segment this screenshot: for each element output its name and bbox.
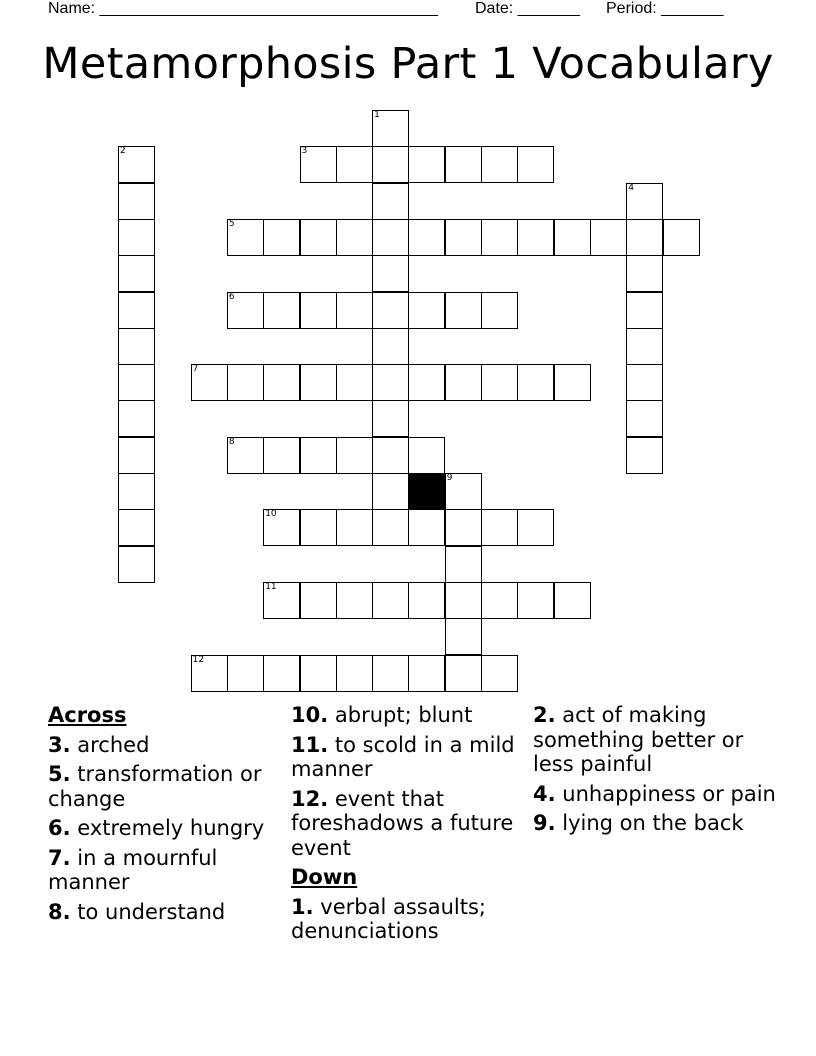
clue-text: arched: [70, 732, 150, 757]
clue-across-5: [48, 762, 280, 811]
down-heading: Down: [291, 865, 358, 889]
crossword-cell[interactable]: [336, 437, 373, 474]
clue-number: 6.: [48, 816, 71, 840]
crossword-cell[interactable]: [372, 255, 409, 292]
crossword-cell[interactable]: [227, 364, 264, 401]
clue-text: in a mournful manner: [48, 845, 218, 894]
crossword-cell[interactable]: [408, 146, 445, 183]
clue-across-12: [291, 787, 523, 861]
crossword-cell[interactable]: [445, 509, 482, 546]
crossword-cell[interactable]: [445, 219, 482, 256]
crossword-cell[interactable]: [481, 292, 518, 329]
crossword-cell[interactable]: [300, 437, 337, 474]
crossword-cell[interactable]: [445, 364, 482, 401]
crossword-cell[interactable]: [481, 655, 518, 692]
crossword-cell[interactable]: [336, 146, 373, 183]
crossword-cell[interactable]: [263, 219, 300, 256]
clue-down-9: [533, 811, 783, 836]
crossword-cell[interactable]: [626, 183, 663, 220]
clue-text: event that foreshadows a future event: [291, 786, 514, 860]
clue-across-10: [291, 703, 523, 728]
crossword-cell[interactable]: [300, 364, 337, 401]
crossword-cell[interactable]: [626, 400, 663, 437]
crossword-cell[interactable]: [263, 364, 300, 401]
crossword-cell[interactable]: [336, 655, 373, 692]
crossword-cell[interactable]: [336, 219, 373, 256]
crossword-cell[interactable]: [408, 509, 445, 546]
across-heading: Across: [48, 703, 127, 727]
crossword-cell[interactable]: [191, 364, 228, 401]
clue-number: 8.: [48, 899, 71, 924]
crossword-cell[interactable]: [517, 364, 554, 401]
crossword-cell[interactable]: [118, 509, 155, 546]
clue-number-label: 1: [374, 110, 380, 120]
crossword-cell[interactable]: [300, 509, 337, 546]
crossword-cell[interactable]: [445, 582, 482, 619]
crossword-cell[interactable]: [227, 219, 264, 256]
crossword-cell[interactable]: [336, 582, 373, 619]
crossword-cell[interactable]: [118, 546, 155, 583]
clue-across-11: [291, 733, 523, 782]
crossword-cell[interactable]: [118, 364, 155, 401]
clue-number: 7.: [48, 845, 71, 870]
crossword-cell[interactable]: [118, 183, 155, 220]
date-field-label: Date: _______: [475, 0, 580, 17]
crossword-cell[interactable]: [118, 473, 155, 510]
clue-text: to scold in a mild manner: [291, 732, 515, 781]
clue-number-label: 12: [192, 654, 205, 665]
crossword-cell[interactable]: [517, 582, 554, 619]
clue-text: extremely hungry: [70, 816, 265, 840]
crossword-cell[interactable]: [336, 364, 373, 401]
crossword-cell[interactable]: [517, 146, 554, 183]
crossword-cell[interactable]: [554, 582, 591, 619]
crossword-cell[interactable]: [626, 292, 663, 329]
clue-number: 5.: [48, 762, 71, 786]
crossword-cell[interactable]: [626, 219, 663, 256]
clue-number-label: 7: [192, 364, 199, 375]
crossword-cell[interactable]: [663, 219, 700, 256]
crossword-cell[interactable]: [263, 655, 300, 692]
crossword-cell[interactable]: [481, 582, 518, 619]
crossword-cell[interactable]: [626, 364, 663, 401]
crossword-cell[interactable]: [300, 655, 337, 692]
crossword-cell[interactable]: [372, 219, 409, 256]
crossword-cell[interactable]: [481, 146, 518, 183]
crossword-cell[interactable]: [336, 292, 373, 329]
clue-number-label: 2: [120, 146, 126, 157]
crossword-cell[interactable]: [517, 509, 554, 546]
crossword-cell[interactable]: [445, 473, 482, 510]
crossword-cell[interactable]: [626, 437, 663, 474]
clue-text: verbal assaults; denunciations: [291, 894, 486, 943]
crossword-cell[interactable]: [227, 655, 264, 692]
crossword-cell[interactable]: [445, 292, 482, 329]
crossword-cell[interactable]: [118, 437, 155, 474]
crossword-cell[interactable]: [263, 509, 300, 546]
clue-number: 11.: [291, 732, 329, 757]
crossword-cell[interactable]: [372, 364, 409, 401]
clue-across-3: [48, 733, 280, 758]
name-field-label: Name: ______________________________________: [48, 0, 438, 17]
crossword-cell[interactable]: [408, 292, 445, 329]
crossword-cell[interactable]: [408, 364, 445, 401]
crossword-cell[interactable]: [263, 582, 300, 619]
clue-number: 12.: [291, 786, 329, 811]
clue-column-3: [533, 703, 783, 841]
crossword-cell[interactable]: [372, 655, 409, 692]
clue-number: 9.: [533, 811, 556, 835]
clue-number: 3.: [48, 732, 71, 757]
crossword-cell[interactable]: [517, 219, 554, 256]
crossword-cell[interactable]: [300, 292, 337, 329]
clue-text: to understand: [70, 899, 226, 924]
clue-number-label: 6: [228, 291, 235, 302]
clue-number-label: 8: [228, 436, 235, 447]
clue-number: 1.: [291, 894, 314, 919]
crossword-cell[interactable]: [118, 146, 155, 183]
period-field-label: Period: _______: [606, 0, 724, 17]
clue-text: act of making something better or less painful: [533, 703, 744, 776]
crossword-cell[interactable]: [118, 400, 155, 437]
crossword-cell[interactable]: [118, 328, 155, 365]
clue-across-8: [48, 900, 280, 925]
clue-down-4: [533, 782, 783, 807]
crossword-cell[interactable]: [590, 219, 627, 256]
crossword-cell[interactable]: [372, 473, 409, 510]
crossword-cell[interactable]: [372, 183, 409, 220]
crossword-cell[interactable]: [554, 219, 591, 256]
clue-text: transformation or change: [48, 762, 262, 811]
page-title: Metamorphosis Part 1 Vocabulary: [42, 39, 774, 89]
crossword-cell[interactable]: [372, 437, 409, 474]
crossword-cell[interactable]: [300, 219, 337, 256]
clue-text: unhappiness or pain: [555, 781, 776, 806]
crossword-cell[interactable]: [372, 328, 409, 365]
clue-text: lying on the back: [555, 811, 744, 835]
crossword-cell[interactable]: [445, 655, 482, 692]
clue-down-2: [533, 703, 783, 777]
crossword-cell[interactable]: [372, 110, 409, 147]
clue-number-label: 5: [228, 218, 235, 229]
crossword-cell[interactable]: [445, 618, 482, 655]
crossword-cell[interactable]: [263, 437, 300, 474]
clue-across-7: [48, 846, 280, 895]
crossword-cell[interactable]: [408, 437, 445, 474]
crossword-cell[interactable]: [191, 655, 228, 692]
clue-down-1: [291, 895, 523, 944]
clue-number-label: 3: [301, 146, 308, 157]
crossword-cell[interactable]: [118, 255, 155, 292]
crossword-cell[interactable]: [227, 292, 264, 329]
clue-column-2: [291, 703, 523, 949]
clue-text: abrupt; blunt: [328, 703, 473, 727]
crossword-cell[interactable]: [408, 582, 445, 619]
clue-column-1: [48, 703, 280, 929]
crossword-cell[interactable]: [300, 146, 337, 183]
crossword-cell[interactable]: [227, 437, 264, 474]
clue-number-label: 10: [265, 509, 277, 520]
clue-number: 2.: [533, 703, 556, 727]
clue-number-label: 11: [265, 581, 277, 592]
crossword-cell[interactable]: [372, 509, 409, 546]
crossword-cell[interactable]: [481, 364, 518, 401]
clue-number: 4.: [533, 781, 556, 806]
crossword-cell[interactable]: [481, 509, 518, 546]
clue-number: 10.: [291, 703, 329, 727]
clue-across-6: [48, 816, 280, 841]
crossword-cell[interactable]: [372, 582, 409, 619]
clue-number-label: 9: [446, 473, 453, 483]
crossword-cell[interactable]: [445, 146, 482, 183]
crossword-cell[interactable]: [554, 364, 591, 401]
crossword-cell[interactable]: [372, 400, 409, 437]
crossword-cell[interactable]: [263, 292, 300, 329]
crossword-block: [408, 473, 445, 510]
crossword-cell[interactable]: [626, 255, 663, 292]
crossword-cell[interactable]: [118, 292, 155, 329]
crossword-cell[interactable]: [626, 328, 663, 365]
crossword-cell[interactable]: [300, 582, 337, 619]
crossword-cell[interactable]: [408, 219, 445, 256]
crossword-cell[interactable]: [118, 219, 155, 256]
clue-number-label: 4: [628, 182, 634, 193]
crossword-cell[interactable]: [481, 219, 518, 256]
crossword-cell[interactable]: [336, 509, 373, 546]
crossword-cell[interactable]: [372, 292, 409, 329]
crossword-cell[interactable]: [408, 655, 445, 692]
crossword-cell[interactable]: [372, 146, 409, 183]
crossword-cell[interactable]: [445, 546, 482, 583]
